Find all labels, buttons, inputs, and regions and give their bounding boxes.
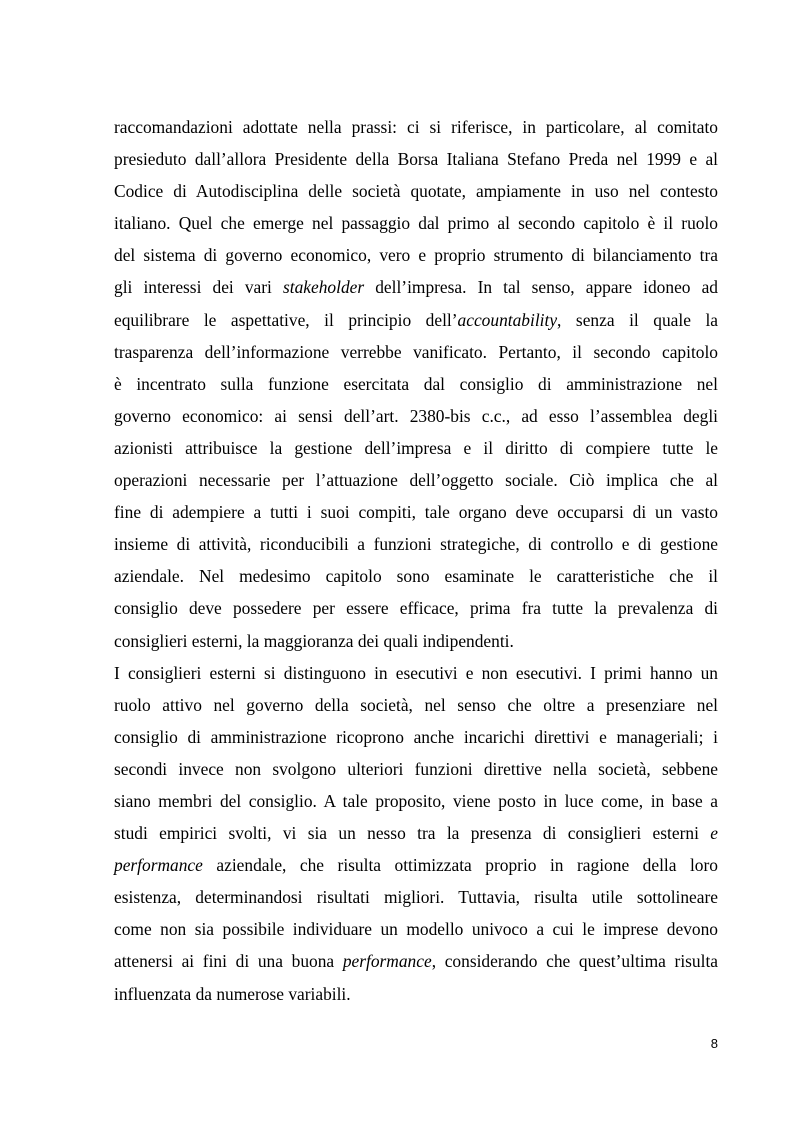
- text-run: attenersi ai fini di una buona: [114, 951, 343, 972]
- text-line: [114, 945, 718, 977]
- text-run: consiglio deve possedere per essere efficace, prima fra tutte la prevalenza di: [114, 598, 718, 619]
- body-text: [114, 111, 718, 1010]
- text-line: [114, 368, 718, 400]
- text-line: [114, 207, 718, 239]
- italic-text: performance: [342, 951, 432, 972]
- text-line: [114, 432, 718, 464]
- italic-text: stakeholder: [282, 277, 365, 298]
- text-run: italiano. Quel che emerge nel passaggio dal primo al secondo capitolo è il ruolo: [114, 213, 718, 234]
- text-line: [114, 304, 718, 336]
- text-run: fine di adempiere a tutti i suoi compiti, tale organo deve occuparsi di un vasto: [114, 502, 718, 523]
- text-run: ruolo attivo nel governo della società, nel senso che oltre a presenziare nel: [114, 694, 718, 715]
- text-run: aziendale. Nel medesimo capitolo sono esaminate le caratteristiche che il: [114, 566, 718, 587]
- text-line: [114, 239, 718, 271]
- text-line: [114, 175, 718, 207]
- text-line: [114, 689, 718, 721]
- text-run: governo economico: ai sensi dell’art. 2380-bis c.c., ad esso l’assemblea degli: [114, 405, 718, 426]
- text-line: [114, 400, 718, 432]
- text-line: [114, 464, 718, 496]
- text-run: , considerando che quest’ultima risulta: [431, 951, 718, 972]
- text-line: [114, 753, 718, 785]
- text-line: [114, 336, 718, 368]
- text-run: è incentrato sulla funzione esercitata dal consiglio di amministrazione nel: [114, 373, 718, 394]
- text-run: presieduto dall’allora Presidente della Borsa Italiana Stefano Preda nel 1999 e al: [114, 149, 718, 170]
- text-line: [114, 528, 718, 560]
- text-run: siano membri del consiglio. A tale proposito, viene posto in luce come, in base a: [114, 790, 718, 811]
- text-line: [114, 625, 718, 657]
- text-run: aziendale, che risulta ottimizzata proprio in ragione della loro: [202, 855, 718, 876]
- text-run: gli interessi dei vari: [114, 277, 283, 298]
- text-line: [114, 496, 718, 528]
- text-run: equilibrare le aspettative, il principio dell’: [114, 309, 458, 330]
- text-run: , senza il quale la: [557, 309, 719, 330]
- text-line: [114, 657, 718, 689]
- text-run: esistenza, determinandosi risultati migliori. Tuttavia, risulta utile sottolineare: [114, 887, 718, 908]
- text-run: consiglieri esterni, la maggioranza dei quali indipendenti.: [114, 630, 514, 651]
- page-number: 8: [710, 1036, 718, 1051]
- text-run: trasparenza dell’informazione verrebbe vanificato. Pertanto, il secondo capitolo: [114, 341, 718, 362]
- text-run: consiglio di amministrazione ricoprono anche incarichi direttivi e manageriali; i: [114, 726, 718, 747]
- text-run: raccomandazioni adottate nella prassi: ci si riferisce, in particolare, al comitato: [114, 117, 718, 137]
- text-line: [114, 111, 718, 143]
- text-run: studi empirici svolti, vi sia un nesso tra la presenza di consiglieri esterni: [114, 823, 711, 844]
- italic-text: e: [710, 823, 718, 844]
- text-run: del sistema di governo economico, vero e proprio strumento di bilanciamento tra: [114, 245, 718, 266]
- text-run: come non sia possibile individuare un modello univoco a cui le imprese devono: [114, 919, 718, 940]
- text-line: [114, 881, 718, 913]
- text-line: [114, 785, 718, 817]
- text-line: [114, 817, 718, 849]
- text-line: [114, 560, 718, 592]
- text-run: Codice di Autodisciplina delle società quotate, ampiamente in uso nel contesto: [114, 181, 718, 202]
- text-line: [114, 849, 718, 881]
- text-line: [114, 913, 718, 945]
- text-run: operazioni necessarie per l’attuazione dell’oggetto sociale. Ciò implica che al: [114, 470, 718, 491]
- paragraph: [114, 111, 718, 657]
- text-run: secondi invece non svolgono ulteriori funzioni direttive nella società, sebbene: [114, 758, 718, 779]
- text-line: [114, 271, 718, 303]
- text-run: dell’impresa. In tal senso, appare idoneo ad: [364, 277, 718, 298]
- text-line: [114, 143, 718, 175]
- text-line: [114, 721, 718, 753]
- text-run: I consiglieri esterni si distinguono in esecutivi e non esecutivi. I primi hanno un: [114, 662, 718, 683]
- italic-text: accountability: [457, 309, 558, 330]
- paragraph: [114, 657, 718, 1010]
- italic-text: performance: [114, 855, 203, 876]
- text-run: azionisti attribuisce la gestione dell’impresa e il diritto di compiere tutte le: [114, 437, 718, 458]
- text-run: insieme di attività, riconducibili a funzioni strategiche, di controllo e di gestione: [114, 534, 718, 555]
- text-run: influenzata da numerose variabili.: [114, 983, 351, 1004]
- text-line: [114, 592, 718, 624]
- text-line: [114, 978, 718, 1010]
